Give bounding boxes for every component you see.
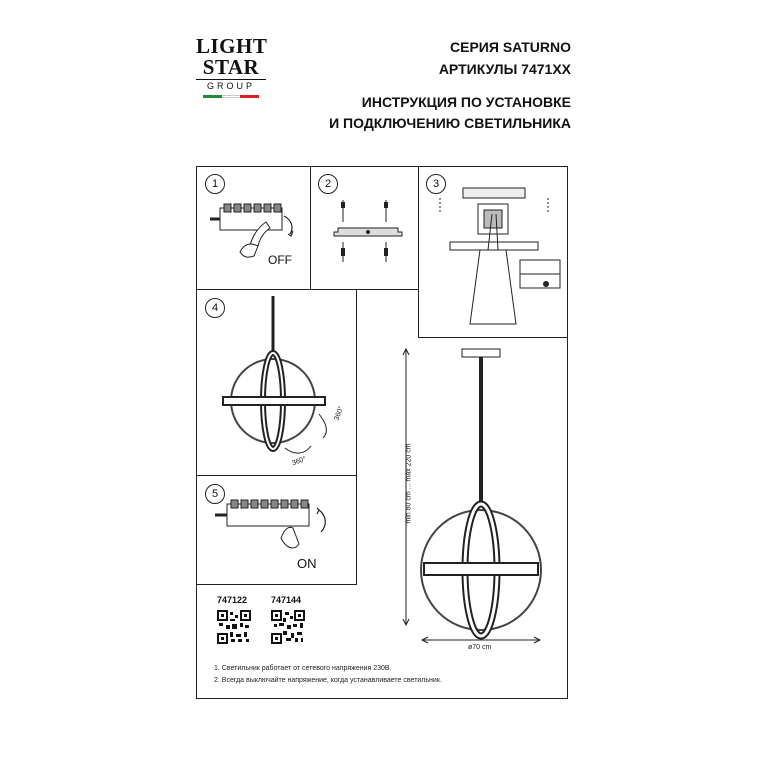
step-number-2: 2 [318, 174, 338, 194]
diameter-dimension-label: ø70 cm [468, 644, 492, 651]
article-code-1: 747122 [217, 595, 248, 605]
ceiling-mount-illustration [428, 184, 562, 332]
breaker-on-illustration [215, 498, 335, 563]
rotation-angle-b: 360° [291, 455, 308, 468]
pendant-dimension-drawing [398, 345, 558, 660]
series-name: СЕРИЯ SATURNO [450, 39, 571, 55]
note-2: 2. Всегда выключайте напряжение, когда устанавливаете светильник. [214, 677, 442, 684]
step-number-1: 1 [205, 174, 225, 194]
article-code-2: 747144 [271, 595, 302, 605]
step-number-5: 5 [205, 484, 225, 504]
logo-line-3: GROUP [196, 79, 266, 91]
title-line-1: ИНСТРУКЦИЯ ПО УСТАНОВКЕ [361, 94, 571, 110]
brand-logo [196, 36, 266, 126]
mounting-bracket-illustration [328, 196, 408, 266]
step-5-on-label: ON [297, 556, 317, 571]
document-title [329, 92, 571, 134]
logo-line-2: STAR [202, 55, 260, 79]
logo-line-1: LIGHT [196, 34, 268, 58]
italian-flag-icon [203, 95, 259, 98]
step-number-3: 3 [426, 174, 446, 194]
title-line-2: И ПОДКЛЮЧЕНИЮ СВЕТИЛЬНИКА [329, 115, 571, 131]
height-dimension-label: min 80 cm ... max 220 cm [405, 443, 413, 524]
qr-code-icon [217, 610, 251, 644]
step-number-4: 4 [205, 298, 225, 318]
article-range: АРТИКУЛЫ 7471XX [438, 61, 571, 77]
qr-code-icon [271, 610, 305, 644]
rotation-angle-a: 360° [333, 405, 346, 422]
step-1-off-label: OFF [268, 253, 292, 267]
ring-rotation-illustration [215, 296, 345, 466]
note-1: 1. Светильник работает от сетевого напряжения 230В. [214, 665, 392, 672]
series-header [439, 36, 571, 80]
